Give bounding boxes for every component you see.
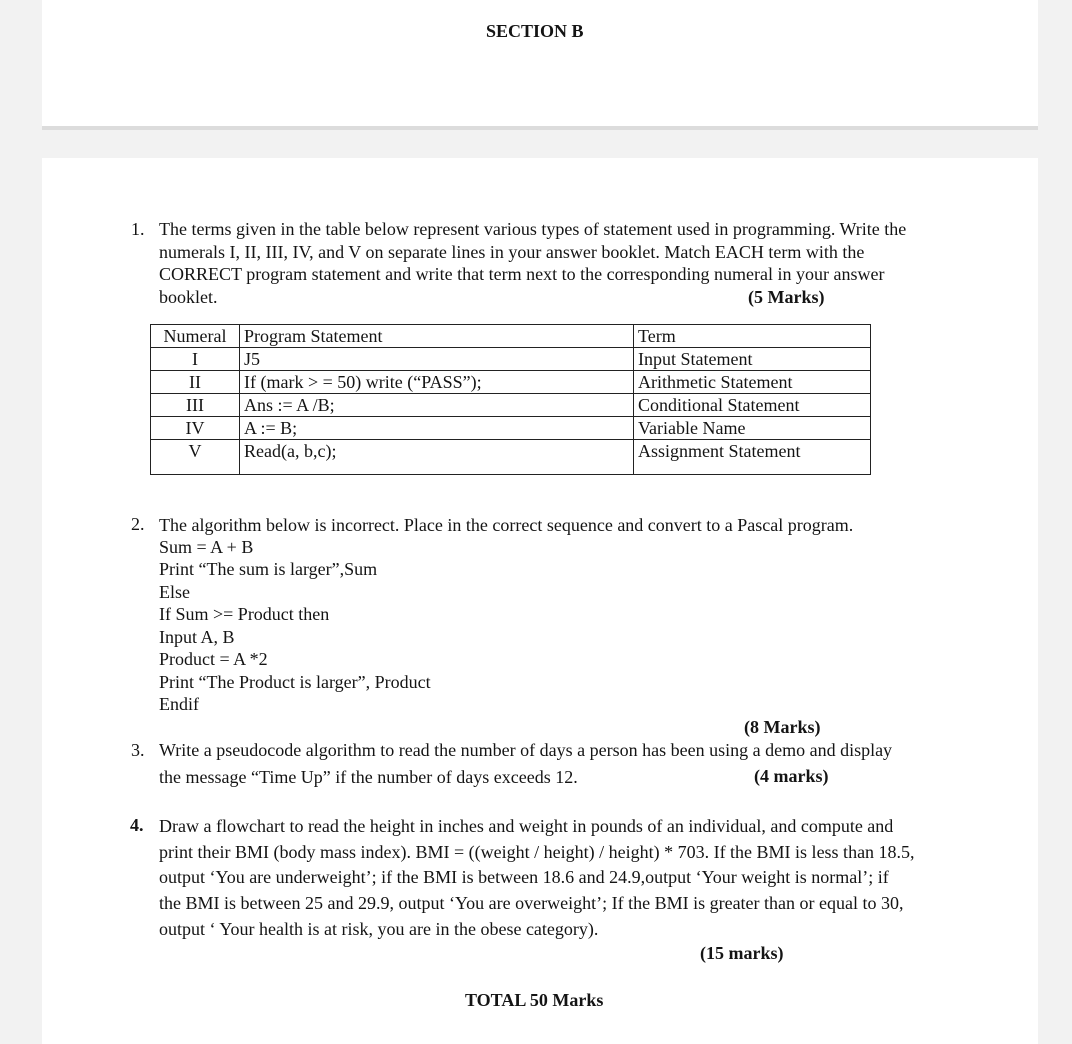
cell-numeral: III bbox=[151, 394, 240, 417]
q4-marks: (15 marks) bbox=[700, 943, 784, 963]
q2-code-line: Print “The sum is larger”,Sum bbox=[159, 559, 378, 579]
header-term: Term bbox=[634, 325, 871, 348]
q2-number: 2. bbox=[131, 514, 145, 534]
q3-line: Write a pseudocode algorithm to read the number of days a person has been using a demo and display bbox=[159, 740, 893, 760]
q2-code-line: Product = A *2 bbox=[159, 649, 268, 669]
q2-code-line: Print “The Product is larger”, Product bbox=[159, 672, 431, 692]
table-row bbox=[151, 371, 871, 394]
table-header-row bbox=[151, 325, 871, 348]
page-2 bbox=[42, 158, 1038, 1044]
q2-code-line: Endif bbox=[159, 694, 199, 714]
q1-text bbox=[159, 218, 999, 308]
q3-text bbox=[159, 739, 999, 788]
q2-code-line: Else bbox=[159, 582, 190, 602]
table-row bbox=[151, 394, 871, 417]
q4-text bbox=[159, 814, 1019, 943]
page-separator bbox=[42, 126, 1038, 130]
q1-line: The terms given in the table below represent various types of statement used in programming. Write the bbox=[159, 219, 907, 239]
cell-statement: J5 bbox=[240, 348, 634, 371]
cell-statement: Ans := A /B; bbox=[240, 394, 634, 417]
cell-statement: A := B; bbox=[240, 417, 634, 440]
match-table bbox=[150, 324, 871, 475]
q4-number: 4. bbox=[130, 815, 144, 835]
cell-numeral: II bbox=[151, 371, 240, 394]
q1-line: numerals I, II, III, IV, and V on separate lines in your answer booklet. Match EACH term with the bbox=[159, 241, 865, 262]
q4-line: the BMI is between 25 and 29.9, output ‘You are overweight’; If the BMI is greater than or equal to 30, bbox=[159, 893, 904, 914]
table-row bbox=[151, 417, 871, 440]
q1-line: booklet. bbox=[159, 286, 218, 307]
q3-number: 3. bbox=[131, 740, 145, 760]
table-row bbox=[151, 348, 871, 371]
page-1 bbox=[42, 0, 1038, 126]
q1-line: CORRECT program statement and write that term next to the corresponding numeral in your answer bbox=[159, 264, 885, 284]
section-title: SECTION B bbox=[486, 21, 584, 41]
q4-line: output ‘ Your health is at risk, you are in the obese category). bbox=[159, 918, 599, 939]
q4-line: print their BMI (body mass index). BMI = ((weight / height) / height) * 703. If the BMI is less than 18.5, bbox=[159, 841, 915, 862]
cell-term: Arithmetic Statement bbox=[634, 371, 871, 394]
q2-code-line: If Sum >= Product then bbox=[159, 604, 330, 624]
q1-marks: (5 Marks) bbox=[748, 287, 825, 307]
q2-code-line: Sum = A + B bbox=[159, 537, 254, 557]
q3-marks: (4 marks) bbox=[754, 766, 829, 786]
table-row bbox=[151, 440, 871, 475]
cell-term: Variable Name bbox=[634, 417, 871, 440]
header-program-statement: Program Statement bbox=[240, 325, 634, 348]
cell-numeral: I bbox=[151, 348, 240, 371]
q2-marks: (8 Marks) bbox=[744, 717, 821, 737]
total-marks: TOTAL 50 Marks bbox=[465, 990, 604, 1010]
cell-numeral: V bbox=[151, 440, 240, 475]
q2-intro: The algorithm below is incorrect. Place in the correct sequence and convert to a Pascal program. bbox=[159, 515, 854, 535]
cell-statement: If (mark > = 50) write (“PASS”); bbox=[240, 371, 634, 394]
q2-code-line: Input A, B bbox=[159, 627, 235, 647]
q1-number: 1. bbox=[131, 219, 145, 239]
q3-line: the message “Time Up” if the number of days exceeds 12. bbox=[159, 766, 578, 787]
q4-line: Draw a flowchart to read the height in inches and weight in pounds of an individual, and compute and bbox=[159, 816, 894, 836]
cell-numeral: IV bbox=[151, 417, 240, 440]
cell-statement: Read(a, b,c); bbox=[240, 440, 634, 475]
q4-line: output ‘You are underweight’; if the BMI is between 18.6 and 24.9,output ‘Your weight is normal’; if bbox=[159, 867, 889, 888]
cell-term: Conditional Statement bbox=[634, 394, 871, 417]
cell-term: Assignment Statement bbox=[634, 440, 871, 475]
cell-term: Input Statement bbox=[634, 348, 871, 371]
header-numeral: Numeral bbox=[151, 325, 240, 348]
